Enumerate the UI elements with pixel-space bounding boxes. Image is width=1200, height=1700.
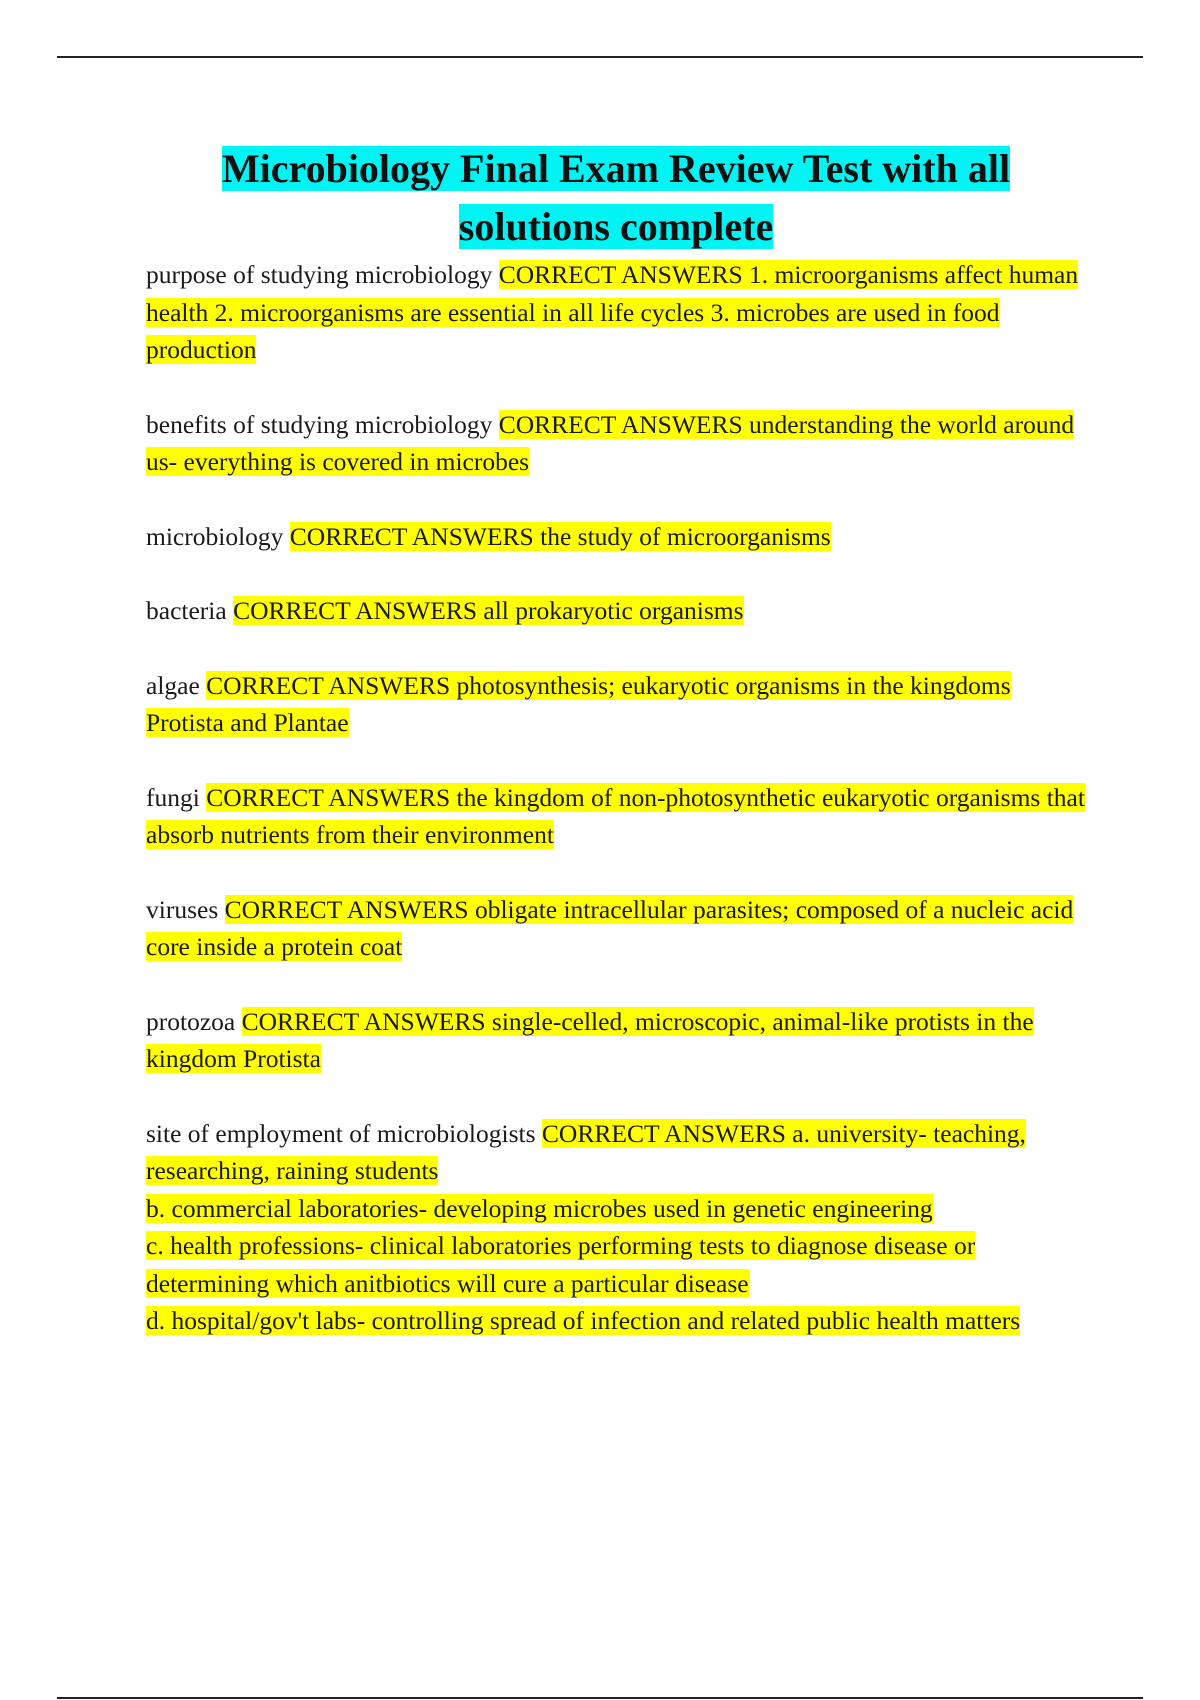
- question-term: viruses: [146, 894, 219, 924]
- question-term: purpose of studying microbiology: [146, 260, 493, 289]
- qa-entry: [146, 406, 1086, 481]
- answer-text: CORRECT ANSWERS the study of microorganisms: [289, 521, 831, 551]
- document-title: [146, 140, 1086, 256]
- question-term: protozoa: [146, 1006, 236, 1036]
- qa-entry: [146, 891, 1086, 966]
- question-term: fungi: [146, 782, 200, 812]
- answer-subline-text: b. commercial laboratories- developing microbes used in genetic engineering: [146, 1193, 933, 1223]
- qa-entry: [146, 592, 1086, 630]
- answer-text: CORRECT ANSWERS all prokaryotic organisms: [233, 596, 744, 625]
- answer-text: CORRECT ANSWERS single-celled, microscopic, animal-like protists in the kingdom Protista: [146, 1006, 1034, 1073]
- question-term: benefits of studying microbiology: [146, 409, 493, 439]
- answer-subline-text: c. health professions- clinical laboratories performing tests to diagnose disease or determining which anitbiotics will cure a particular disease: [146, 1231, 976, 1298]
- answer-subline: [146, 1190, 1086, 1228]
- qa-entry: [146, 667, 1086, 742]
- question-term: bacteria: [146, 596, 227, 625]
- document-body: [146, 140, 1086, 1340]
- question-term: microbiology: [146, 521, 284, 551]
- answer-text: CORRECT ANSWERS obligate intracellular parasites; composed of a nucleic acid core inside a protein coat: [146, 894, 1074, 961]
- qa-entry: [146, 256, 1086, 369]
- answer-subline-text: d. hospital/gov't labs- controlling spread of infection and related public health matters: [146, 1306, 1021, 1335]
- question-term: algae: [146, 670, 200, 700]
- question-term: site of employment of microbiologists: [146, 1118, 536, 1148]
- answer-text: CORRECT ANSWERS understanding the world around us- everything is covered in microbes: [146, 409, 1075, 476]
- answer-text: CORRECT ANSWERS the kingdom of non-photosynthetic eukaryotic organisms that absorb nutrients from their environment: [146, 782, 1085, 849]
- footer-rule: [57, 1697, 1143, 1699]
- answer-subline: [146, 1302, 1086, 1340]
- qa-entry: [146, 518, 1086, 556]
- header-rule: [57, 56, 1143, 58]
- qa-entry: [146, 1115, 1086, 1340]
- title-text: Microbiology Final Exam Review Test with all solutions complete: [221, 146, 1011, 249]
- qa-entry: [146, 1003, 1086, 1078]
- answer-text: CORRECT ANSWERS a. university- teaching, researching, raining students: [146, 1118, 1026, 1185]
- answer-text: CORRECT ANSWERS 1. microorganisms affect human health 2. microorganisms are essential in all life cycles 3. microbes are used in food production: [146, 260, 1079, 364]
- answer-subline: [146, 1227, 1086, 1302]
- answer-text: CORRECT ANSWERS photosynthesis; eukaryotic organisms in the kingdoms Protista and Plantae: [146, 670, 1011, 737]
- qa-entry: [146, 779, 1086, 854]
